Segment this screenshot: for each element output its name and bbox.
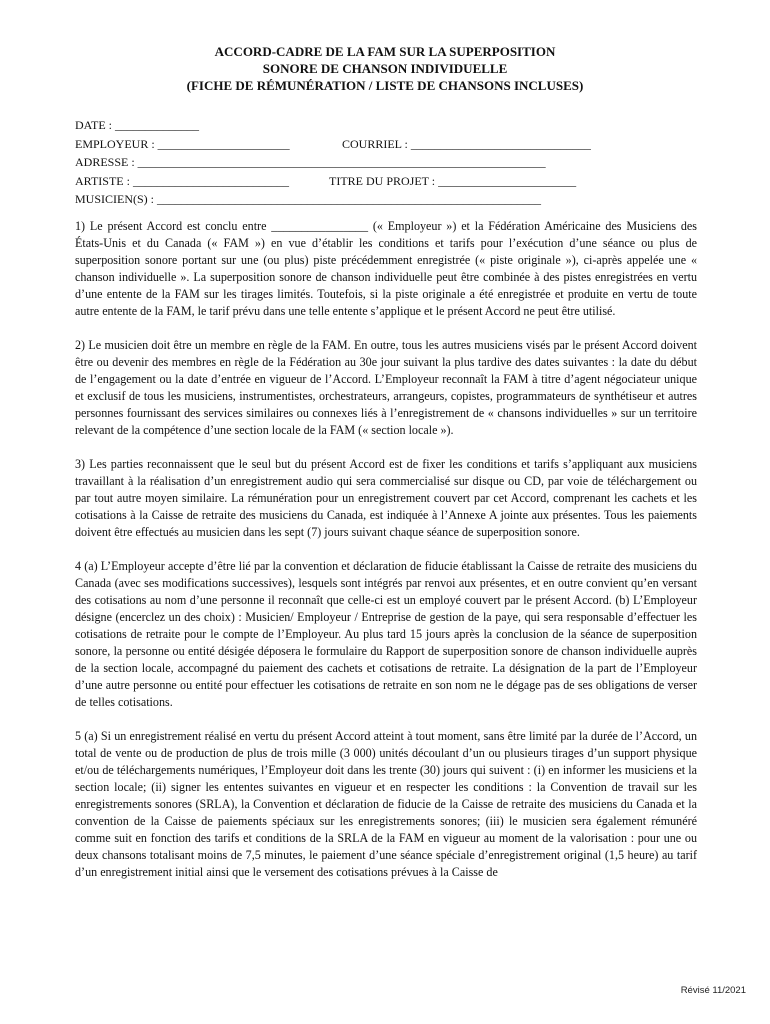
document-title (60, 43, 710, 94)
paragraph-4: 4 (a) L’Employeur accepte d’être lié par la convention et déclaration de fiducie établissant la Caisse de retraite des musiciens du Canada (avec ses modifications successives), lesquels sont intégrés par renvoi aux présentes, et en outre convient qu’en versant des cotisations au nom d’une personne il reconnaît que celle-ci est un employé couvert par le présent Accord. (b) L’Employeur désigne (encerclez un des choix) : Musicien/ Employeur / Entreprise de gestion de la paye, qui sera responsable d’effectuer les cotisations de retraite pour le compte de l’Employeur. Au plus tard 15 jours après la conclusion de la séance de superposition sonore, la personne ou entité désigée déposera le formulaire du Rapport de superposition sonore de chanson individuelle auprès de la section locale, accompagné du paiement des cachets et cotisations de retraite. La désignation de la part de l’Employeur d’une autre personne ou entité pour effectuer les cotisations de retraite en son nom ne le dégage pas de ses obligations de verser de telles cotisations. (75, 559, 697, 709)
paragraph-3: 3) Les parties reconnaissent que le seul but du présent Accord est de fixer les conditions et tarifs s’appliquant aux musiciens travaillant à la réalisation d’un enregistrement audio qui sera commercialisé sur disque ou CD, par voie de téléchargement ou par tout autre moyen similaire. La rémunération pour un enregistrement couvert par cet Accord, comprenant les cachets et les cotisations à la Caisse de retraite des musiciens du Canada, est indiquée à l’Annexe A jointe aux présentes. Tous les paiements doivent être effectués au musicien dans les sept (7) jours suivant chaque séance de superposition sonore. (75, 457, 697, 539)
title-line-1: ACCORD-CADRE DE LA FAM SUR LA SUPERPOSITION (214, 44, 556, 59)
adresse-field[interactable]: ADRESSE : ____________________________________________________________________ (75, 155, 546, 169)
employeur-field[interactable]: EMPLOYEUR : ______________________ (75, 136, 290, 151)
paragraph-2: 2) Le musicien doit être un membre en règle de la FAM. En outre, tous les autres musiciens visés par le présent Accord doivent être ou devenir des membres en règle de la Fédération au 30e jour suivant la plus tardive des dates suivantes : la date du début de l’engagement ou la date d’entrée en vigueur de l’Accord. L’Employeur reconnaît la FAM à titre d’agent négociateur unique et exclusif de tous les musiciens, instrumentistes, orchestrateurs, arrangeurs, copistes, programmateurs de synthétiseur et autres personnes fournissant des services similaires ou connexes liés à l’enregistrement de « chansons individuelles » sur un territoire relevant de la compétence d’une section locale de la FAM (« section locale »). (75, 338, 697, 437)
date-row (75, 116, 546, 135)
courriel-field[interactable]: COURRIEL : ______________________________ (342, 136, 591, 151)
artiste-row (75, 172, 577, 191)
form-fields (75, 116, 591, 209)
revision-footer: Révisé 11/2021 (680, 985, 746, 996)
paragraph-1: 1) Le présent Accord est conclu entre ________________ (« Employeur ») et la Fédération Américaine des Musiciens des États-Unis et du Canada (« FAM ») en vue d’établir les conditions et tarifs pour l’exécution d’une séance ou plus de superposition sonore portant sur une (ou plus) piste précédemment enregistrée (« piste originale »), ci-après appelée une « chanson individuelle ». La superposition sonore de chanson individuelle peut être combinée à des pistes enregistrées en vertu d’une entente de la FAM sur les tirages limités. Toutefois, si la piste originale a été enregistrée et produite en vertu de toute autre entente de la FAM, le tarif prévu dans une telle entente s’applique et le présent Accord ne peut être utilisé. (75, 219, 697, 318)
musiciens-field[interactable]: MUSICIEN(S) : ________________________________________________________________ (75, 192, 542, 206)
agreement-body (75, 218, 697, 898)
date-field[interactable]: DATE : ______________ (75, 118, 199, 132)
paragraph-5: 5 (a) Si un enregistrement réalisé en vertu du présent Accord atteint à tout moment, sans être limité par la durée de l’Accord, un total de vente ou de production de plus de trois mille (3 000) unités découlant d’un ou plusieurs tirages d’un support physique et/ou de téléchargements numériques, l’Employeur doit dans les trente (30) jours qui suivent : (i) en informer les musiciens et la section locale; (ii) signer les ententes suivantes en vigueur et en respecter les conditions : la Convention de travail sur les enregistrements sonores (SRLA), la Convention et déclaration de fiducie de la Caisse de retraite des musiciens du Canada et la convention de la Caisse de paiements spéciaux sur les enregistrements sonores; (iii) le musicien sera également rémunéré comme suit en fonction des tarifs et conditions de la SRLA de la FAM en vigueur au moment de la valorisation : pour une ou deux chansons totalisant moins de 7,5 minutes, le paiement d’une séance spéciale d’enregistrement original (1,5 heure) au tarif d’un enregistrement initial ainsi que le versement des cotisations prévues à la Caisse de (75, 729, 697, 879)
titre-projet-field[interactable]: TITRE DU PROJET : _______________________ (329, 173, 577, 188)
adresse-row (75, 153, 546, 172)
employeur-row (75, 135, 591, 154)
musiciens-row (75, 190, 546, 209)
title-line-2: SONORE DE CHANSON INDIVIDUELLE (262, 61, 508, 76)
artiste-field[interactable]: ARTISTE : __________________________ (75, 173, 289, 188)
title-line-3: (FICHE DE RÉMUNÉRATION / LISTE DE CHANSONS INCLUSES) (186, 78, 584, 93)
